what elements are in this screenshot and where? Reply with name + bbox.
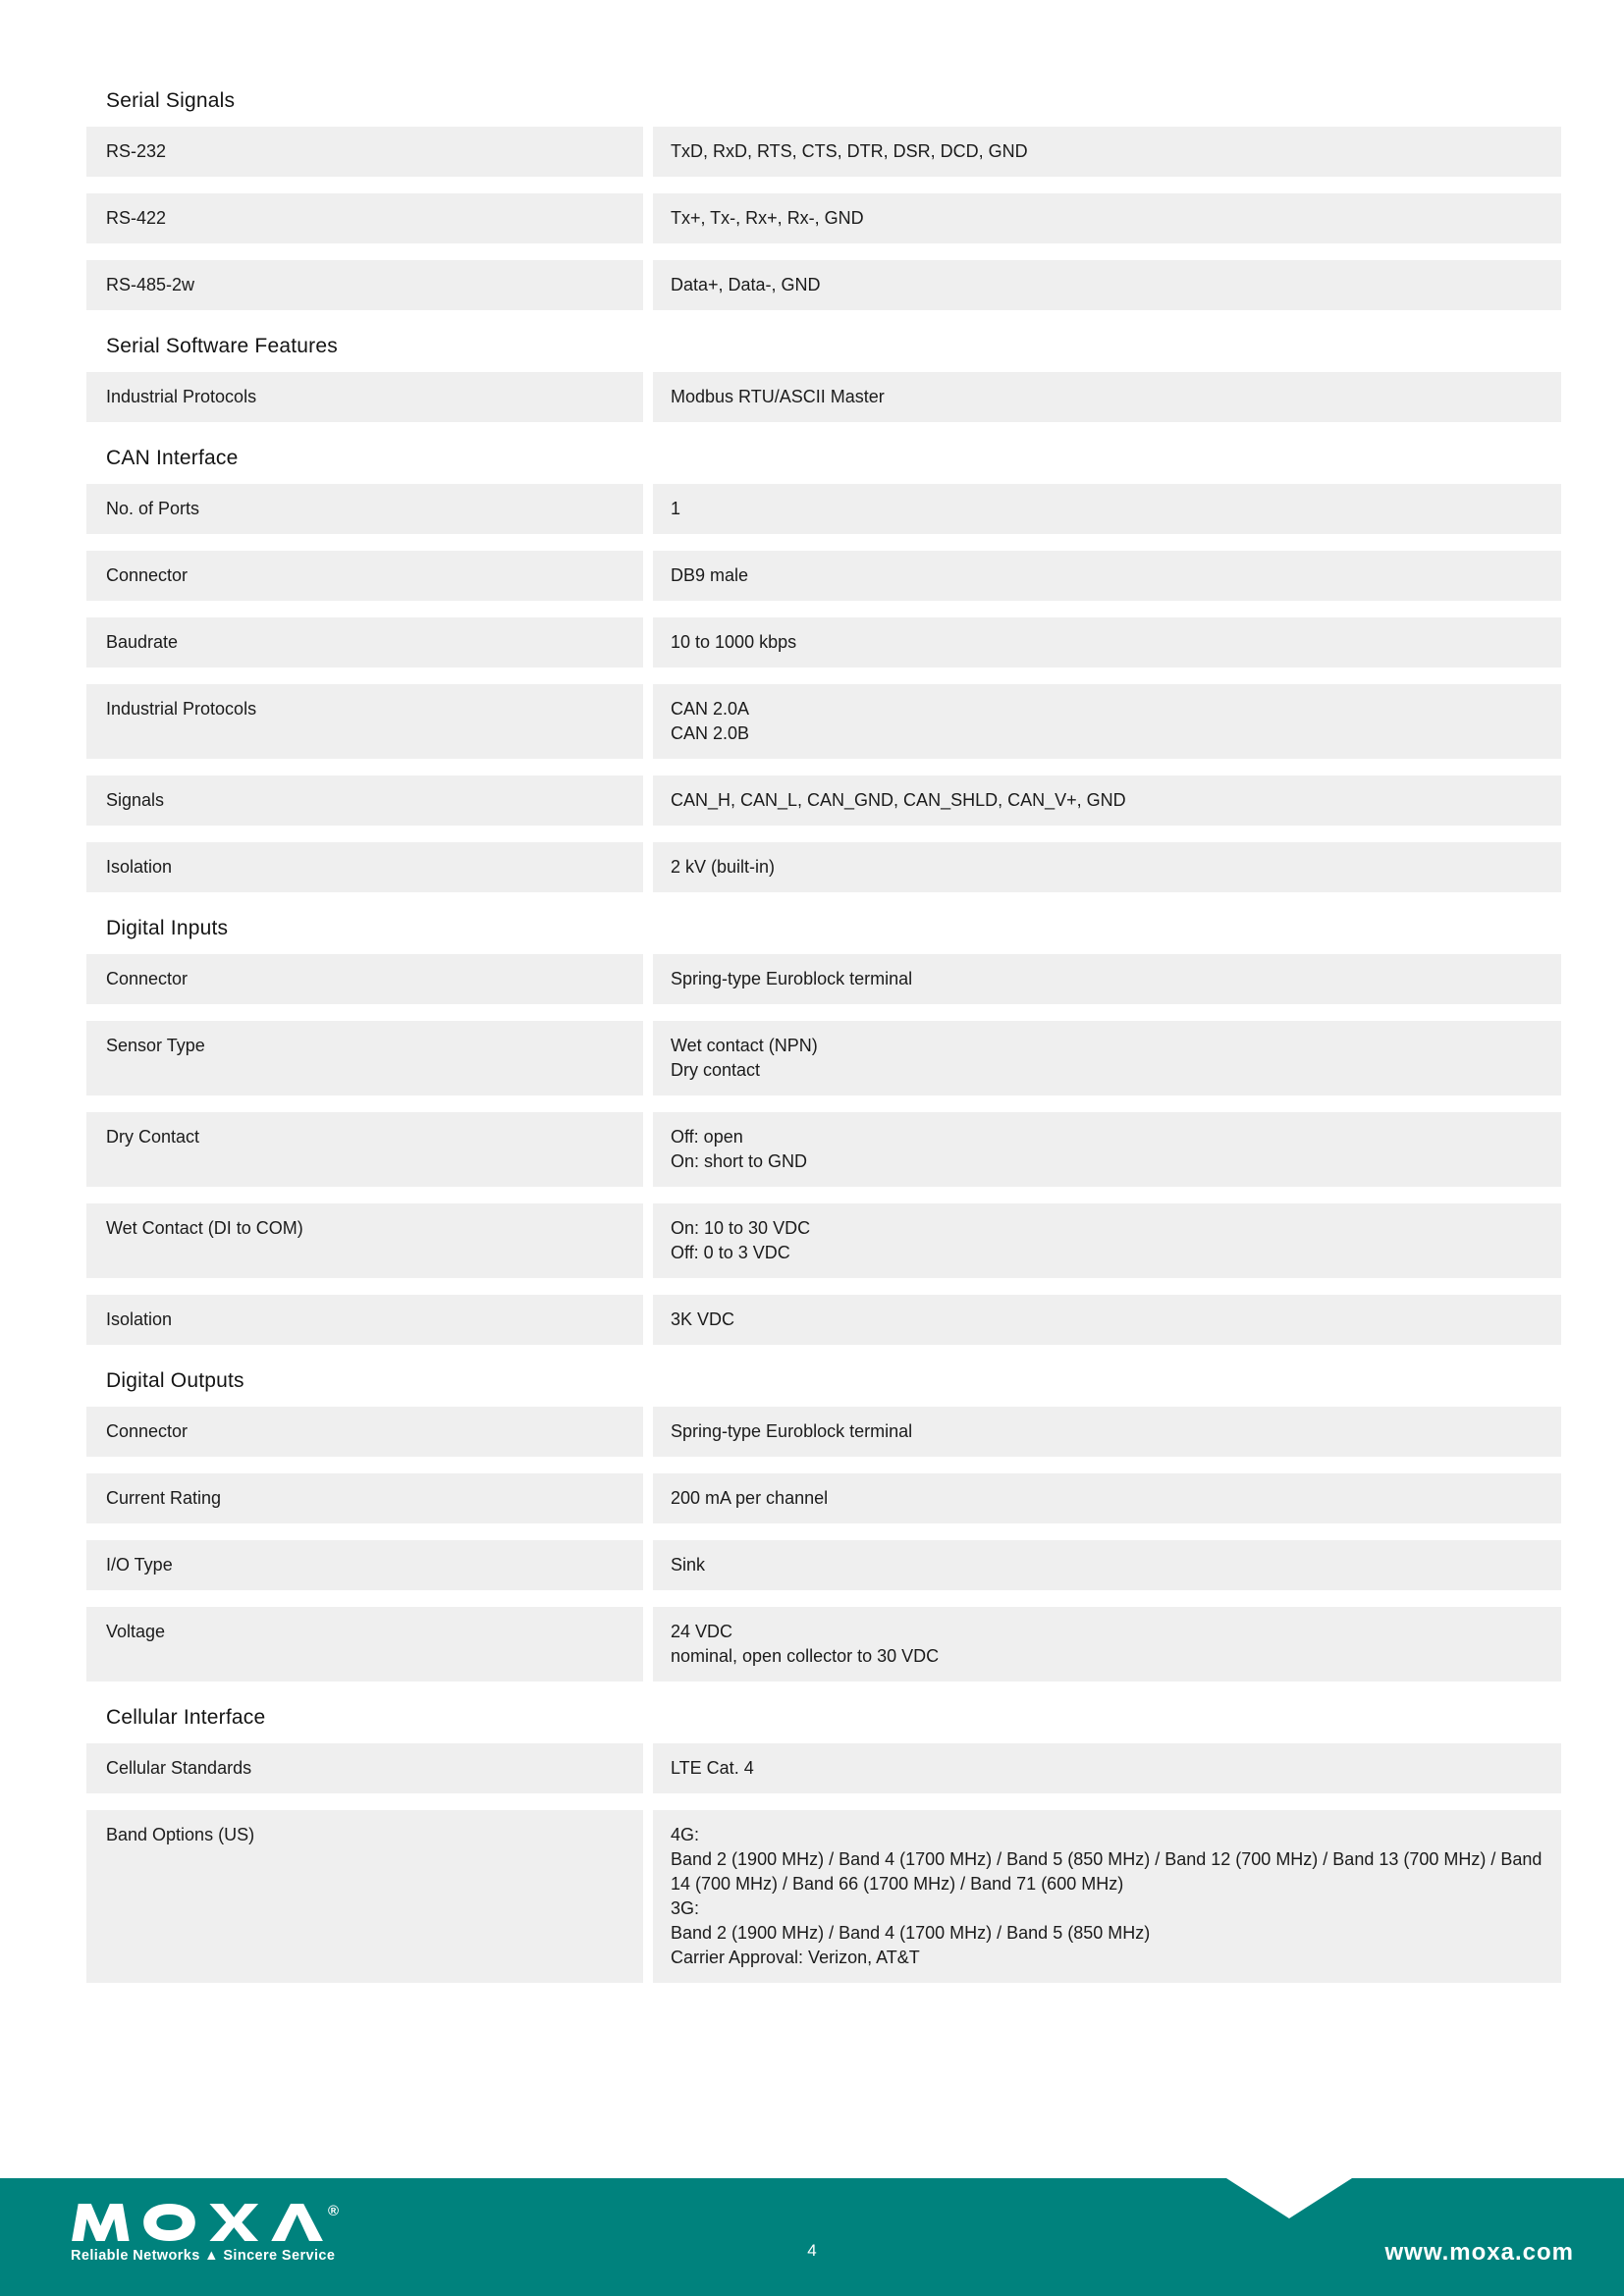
spec-section	[86, 1705, 1561, 1983]
spec-value-cell	[653, 684, 1561, 759]
spec-value-line: On: short to GND	[671, 1151, 808, 1171]
spec-label-cell: Wet Contact (DI to COM)	[86, 1203, 643, 1278]
spec-value-cell	[653, 372, 1561, 422]
page-number: 4	[807, 2241, 817, 2260]
spec-row	[86, 617, 1561, 667]
spec-row	[86, 1743, 1561, 1793]
section-title: Digital Inputs	[106, 917, 229, 939]
page-notch-triangle	[1226, 2178, 1352, 2218]
spec-value-line: On: 10 to 30 VDC	[671, 1218, 811, 1238]
spec-value-line: 1	[671, 499, 681, 518]
spec-value-line: CAN_H, CAN_L, CAN_GND, CAN_SHLD, CAN_V+, GND	[671, 790, 1126, 810]
spec-value-cell	[653, 1473, 1561, 1523]
brand-tagline: Reliable Networks ▲ Sincere Service	[71, 2248, 336, 2264]
spec-row	[86, 551, 1561, 601]
spec-value-cell	[653, 842, 1561, 892]
spec-label-cell: Dry Contact	[86, 1112, 643, 1187]
spec-row	[86, 1021, 1561, 1095]
spec-value-cell	[653, 260, 1561, 310]
spec-value-line: Sink	[671, 1555, 706, 1575]
spec-value-cell	[653, 1743, 1561, 1793]
section-title: Digital Outputs	[106, 1369, 244, 1392]
spec-value-cell	[653, 1607, 1561, 1682]
spec-value-line: nominal, open collector to 30 VDC	[671, 1646, 940, 1666]
spec-value-line: 24 VDC	[671, 1622, 733, 1641]
spec-row	[86, 193, 1561, 243]
spec-value-line: CAN 2.0A	[671, 699, 750, 719]
spec-value-cell	[653, 775, 1561, 826]
spec-value-line: 3G:	[671, 1898, 700, 1918]
spec-row	[86, 1473, 1561, 1523]
spec-label-cell: Industrial Protocols	[86, 684, 643, 759]
spec-label-cell: RS-422	[86, 193, 643, 243]
spec-label-cell: Baudrate	[86, 617, 643, 667]
spec-value-cell	[653, 1021, 1561, 1095]
section-title: Serial Signals	[106, 89, 236, 112]
spec-row	[86, 1203, 1561, 1278]
spec-row	[86, 372, 1561, 422]
section-title: Cellular Interface	[106, 1706, 266, 1729]
spec-value-line: Band 2 (1900 MHz) / Band 4 (1700 MHz) / Band 5 (850 MHz) / Band 12 (700 MHz) / Band 13 (700 MHz) / Band 14 (700 MHz) / Band 66 (1700 MHz) / Band 71 (600 MHz)	[671, 1849, 1543, 1894]
spec-value-line: Off: open	[671, 1127, 743, 1147]
spec-value-line: LTE Cat. 4	[671, 1758, 754, 1778]
spec-row	[86, 684, 1561, 759]
spec-row	[86, 1810, 1561, 1983]
moxa-wordmark-icon	[71, 2204, 324, 2241]
spec-label-cell: Cellular Standards	[86, 1743, 643, 1793]
spec-value-line: TxD, RxD, RTS, CTS, DTR, DSR, DCD, GND	[671, 141, 1028, 161]
spec-value-cell	[653, 551, 1561, 601]
spec-value-line: 2 kV (built-in)	[671, 857, 776, 877]
spec-row	[86, 127, 1561, 177]
spec-label-cell: Sensor Type	[86, 1021, 643, 1095]
spec-value-cell	[653, 1540, 1561, 1590]
spec-section	[86, 88, 1561, 310]
spec-label-cell: RS-485-2w	[86, 260, 643, 310]
spec-label-cell: Connector	[86, 1407, 643, 1457]
spec-value-line: 10 to 1000 kbps	[671, 632, 797, 652]
spec-label-cell: Connector	[86, 551, 643, 601]
spec-row	[86, 1540, 1561, 1590]
spec-label-cell: Isolation	[86, 842, 643, 892]
spec-label-cell: Voltage	[86, 1607, 643, 1682]
spec-section	[86, 446, 1561, 892]
spec-label-cell: Signals	[86, 775, 643, 826]
spec-section	[86, 1368, 1561, 1682]
section-title: Serial Software Features	[106, 335, 338, 357]
spec-row	[86, 1407, 1561, 1457]
spec-label-cell: I/O Type	[86, 1540, 643, 1590]
spec-label-cell: Band Options (US)	[86, 1810, 643, 1983]
spec-value-cell	[653, 954, 1561, 1004]
spec-label-cell: Industrial Protocols	[86, 372, 643, 422]
footer-bar	[0, 2178, 1624, 2296]
spec-row	[86, 954, 1561, 1004]
spec-value-cell	[653, 484, 1561, 534]
spec-value-line: CAN 2.0B	[671, 723, 750, 743]
spec-value-line: Spring-type Euroblock terminal	[671, 1421, 913, 1441]
spec-value-cell	[653, 127, 1561, 177]
spec-value-line: Spring-type Euroblock terminal	[671, 969, 913, 988]
spec-value-line: Modbus RTU/ASCII Master	[671, 387, 885, 406]
spec-label-cell: RS-232	[86, 127, 643, 177]
spec-value-cell	[653, 193, 1561, 243]
spec-row	[86, 1295, 1561, 1345]
spec-value-line: 3K VDC	[671, 1309, 735, 1329]
spec-row	[86, 775, 1561, 826]
spec-row	[86, 1607, 1561, 1682]
spec-value-line: Tx+, Tx-, Rx+, Rx-, GND	[671, 208, 864, 228]
spec-value-cell	[653, 1407, 1561, 1457]
spec-value-cell	[653, 1810, 1561, 1983]
spec-value-cell	[653, 1203, 1561, 1278]
spec-label-cell: Connector	[86, 954, 643, 1004]
spec-label-cell: Current Rating	[86, 1473, 643, 1523]
spec-value-line: Off: 0 to 3 VDC	[671, 1243, 790, 1262]
spec-value-cell	[653, 1295, 1561, 1345]
spec-label-cell: Isolation	[86, 1295, 643, 1345]
spec-value-line: Data+, Data-, GND	[671, 275, 821, 294]
registered-mark: ®	[328, 2203, 340, 2219]
section-title: CAN Interface	[106, 447, 239, 469]
spec-value-line: Dry contact	[671, 1060, 761, 1080]
spec-value-line: 200 mA per channel	[671, 1488, 829, 1508]
spec-section	[86, 916, 1561, 1345]
spec-value-line: Carrier Approval: Verizon, AT&T	[671, 1948, 920, 1967]
spec-row	[86, 260, 1561, 310]
spec-value-cell	[653, 1112, 1561, 1187]
spec-value-line: Wet contact (NPN)	[671, 1036, 818, 1055]
spec-label-cell: No. of Ports	[86, 484, 643, 534]
website-link[interactable]: www.moxa.com	[1384, 2239, 1574, 2266]
spec-row	[86, 842, 1561, 892]
spec-section	[86, 334, 1561, 422]
spec-value-cell	[653, 617, 1561, 667]
spec-value-line: 4G:	[671, 1825, 700, 1844]
spec-row	[86, 484, 1561, 534]
spec-value-line: DB9 male	[671, 565, 749, 585]
spec-table	[86, 0, 1561, 1983]
spec-row	[86, 1112, 1561, 1187]
spec-value-line: Band 2 (1900 MHz) / Band 4 (1700 MHz) / Band 5 (850 MHz)	[671, 1923, 1151, 1943]
